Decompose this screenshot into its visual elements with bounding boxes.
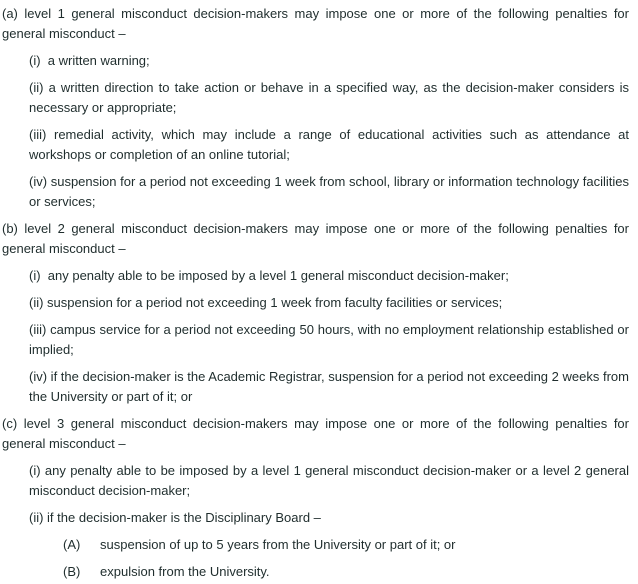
paragraph: (a) level 1 general misconduct decision-makers may impose one or more of the following penalties for general misconduct –: [2, 6, 629, 41]
list-item: (ii) suspension for a period not exceeding 1 week from faculty facilities or services;: [29, 295, 503, 310]
document-body: [2, 4, 629, 582]
list-item: (ii) a written direction to take action or behave in a specified way, as the decision-maker considers is necessary or appropriate;: [29, 80, 629, 115]
list-item: (i) any penalty able to be imposed by a level 1 general misconduct decision-maker;: [29, 268, 509, 283]
nested-list-item: [63, 535, 629, 555]
list-item-text: expulsion from the University.: [100, 564, 270, 579]
list-item: (iii) remedial activity, which may include a range of educational activities such as attendance at workshops or completion of an online tutorial;: [29, 127, 629, 162]
paragraph: (c) level 3 general misconduct decision-makers may impose one or more of the following penalties for general misconduct –: [2, 416, 629, 451]
paragraph: (b) level 2 general misconduct decision-makers may impose one or more of the following penalties for general misconduct –: [2, 221, 629, 256]
list-item-label: (B): [63, 564, 81, 579]
list-item: (iv) suspension for a period not exceeding 1 week from school, library or information technology facilities or services;: [29, 174, 629, 209]
list-item: (i) a written warning;: [29, 53, 150, 68]
list-item: (iv) if the decision-maker is the Academic Registrar, suspension for a period not exceeding 2 weeks from the University or part of it; or: [29, 369, 629, 404]
list-item: (iii) campus service for a period not exceeding 50 hours, with no employment relationship established or implied;: [29, 322, 629, 357]
list-item-text: suspension of up to 5 years from the University or part of it; or: [100, 537, 456, 552]
list-item: (ii) if the decision-maker is the Disciplinary Board –: [29, 510, 321, 525]
list-item: (i) any penalty able to be imposed by a level 1 general misconduct decision-maker or a level 2 general misconduct decision-maker;: [29, 463, 629, 498]
nested-list-item: [63, 562, 629, 582]
list-item-label: (A): [63, 537, 81, 552]
